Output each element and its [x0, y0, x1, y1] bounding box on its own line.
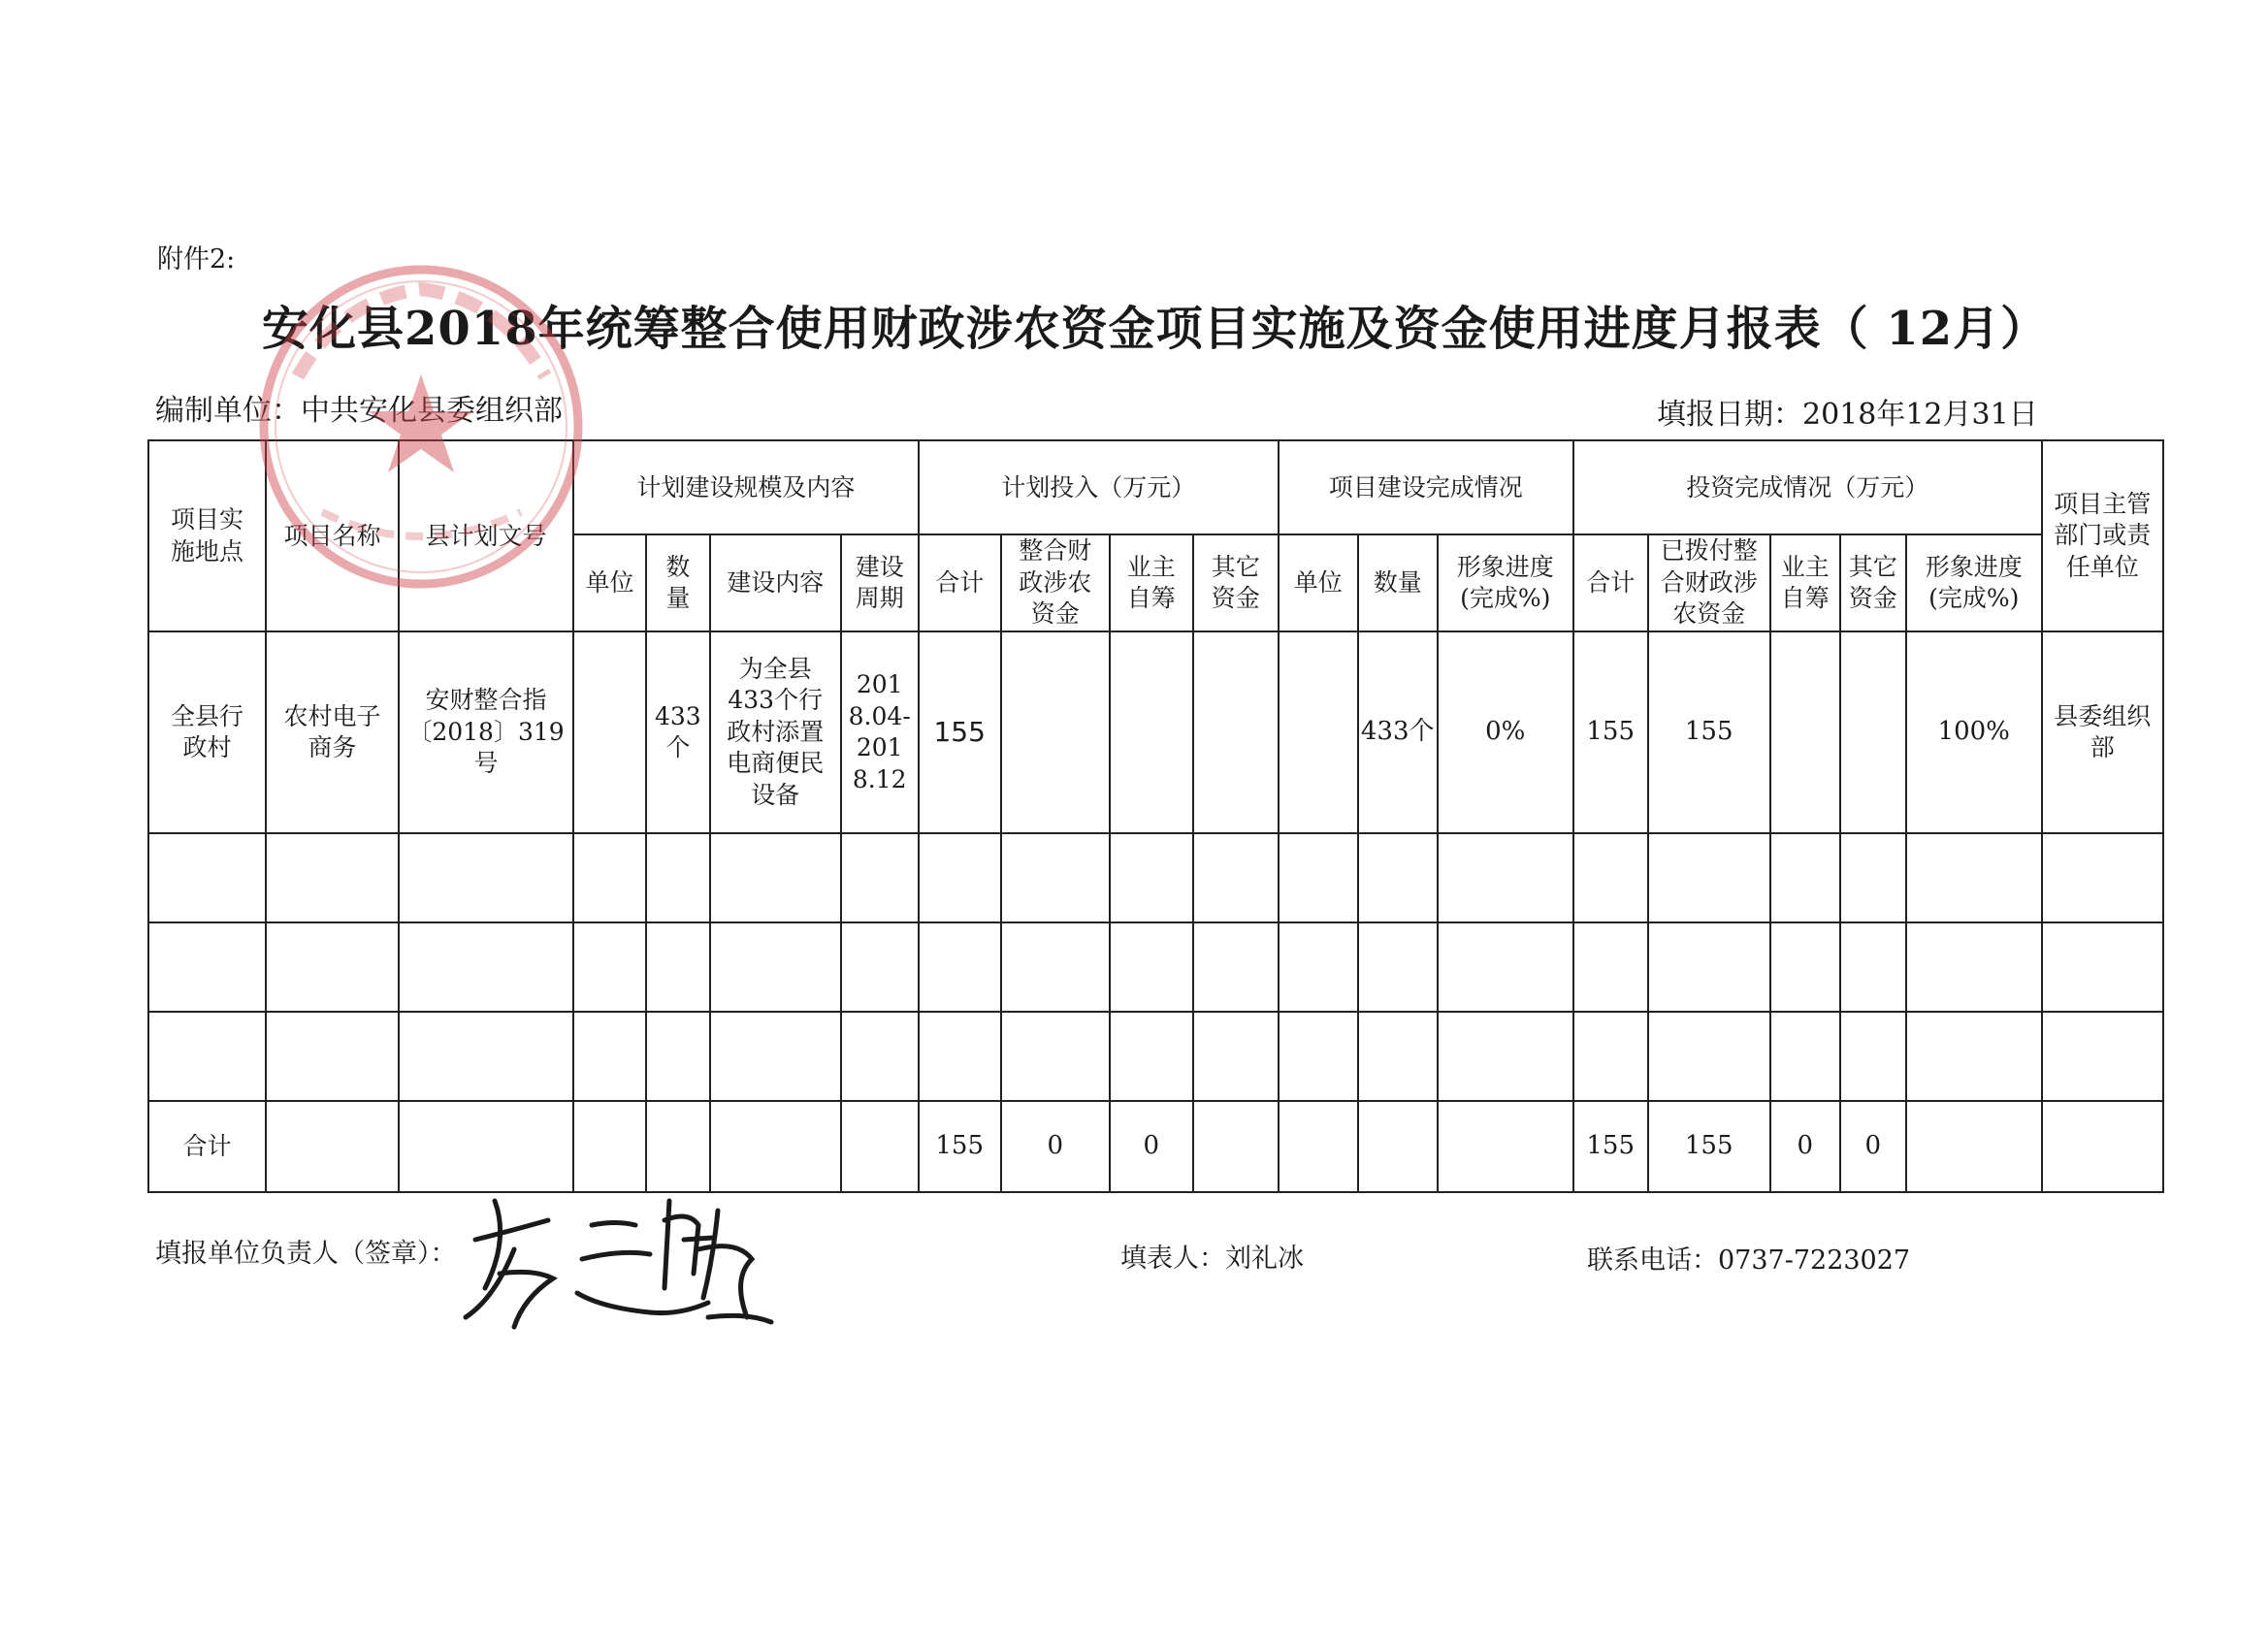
cell-inv-self [1770, 631, 1840, 833]
fill-date: 填报日期：2018年12月31日 [1657, 398, 2038, 432]
cell-dept: 县委组织部 [2042, 631, 2163, 833]
cell-unit [573, 631, 646, 833]
group-plan-invest: 计划投入（万元） [919, 440, 1279, 534]
report-title: 安化县2018年统筹整合使用财政涉农资金项目实施及资金使用进度月报表（ 12月） [262, 302, 2049, 356]
cell-doc: 安财整合指〔2018〕319号 [399, 631, 573, 833]
group-build-done: 项目建设完成情况 [1279, 440, 1573, 534]
sub-period: 建设周期 [841, 534, 919, 631]
col-dept-header: 项目主管部门或责任单位 [2042, 440, 2163, 631]
report-table [147, 439, 2164, 1193]
empty-row [148, 833, 2163, 922]
sum-label: 合计 [148, 1101, 266, 1192]
handwritten-signature [456, 1181, 776, 1337]
cell-done-unit [1279, 631, 1358, 833]
empty-row [148, 1012, 2163, 1101]
table-row [148, 631, 2163, 833]
sub-total: 合计 [919, 534, 1001, 631]
sub-progress: 形象进度(完成%) [1438, 534, 1573, 631]
cell-done-qty: 433个 [1358, 631, 1438, 833]
sum-inv-total: 155 [1573, 1101, 1648, 1192]
sub-integrated: 整合财政涉农资金 [1001, 534, 1110, 631]
sub-qty: 数量 [646, 534, 710, 631]
cell-inv-progress: 100% [1906, 631, 2042, 833]
col-location-header: 项目实施地点 [148, 440, 266, 631]
sum-integrated: 0 [1001, 1101, 1110, 1192]
sub-other: 其它资金 [1193, 534, 1279, 631]
contact-phone: 联系电话：0737-7223027 [1587, 1245, 1911, 1276]
sub-inv-self: 业主自筹 [1770, 534, 1840, 631]
sum-inv-other: 0 [1840, 1101, 1906, 1192]
col-doc-header: 县计划文号 [399, 440, 573, 631]
cell-content: 为全县433个行政村添置电商便民设备 [710, 631, 841, 833]
cell-inv-other [1840, 631, 1906, 833]
sub-inv-progress: 形象进度(完成%) [1906, 534, 2042, 631]
attachment-label: 附件2: [157, 244, 236, 275]
sub-done-qty: 数量 [1358, 534, 1438, 631]
sub-done-unit: 单位 [1279, 534, 1358, 631]
sub-inv-other: 其它资金 [1840, 534, 1906, 631]
filler-name: 填表人：刘礼冰 [1120, 1244, 1304, 1274]
cell-qty: 433个 [646, 631, 710, 833]
sum-row [148, 1101, 2163, 1192]
sub-content: 建设内容 [710, 534, 841, 631]
cell-paid: 155 [1648, 631, 1770, 833]
sub-self: 业主自筹 [1110, 534, 1193, 631]
col-name-header: 项目名称 [266, 440, 399, 631]
empty-row [148, 922, 2163, 1012]
cell-integrated [1001, 631, 1110, 833]
sum-paid: 155 [1648, 1101, 1770, 1192]
sum-inv-self: 0 [1770, 1101, 1840, 1192]
cell-period: 2018.04-2018.12 [841, 631, 919, 833]
sub-paid: 已拨付整合财政涉农资金 [1648, 534, 1770, 631]
cell-name: 农村电子商务 [266, 631, 399, 833]
sum-total: 155 [919, 1101, 1001, 1192]
sum-self: 0 [1110, 1101, 1193, 1192]
responsible-signature-label: 填报单位负责人（签章）： [155, 1239, 457, 1269]
cell-inv-total: 155 [1573, 631, 1648, 833]
cell-other [1193, 631, 1279, 833]
cell-location: 全县行政村 [148, 631, 266, 833]
group-plan-scale: 计划建设规模及内容 [573, 440, 919, 534]
cell-progress: 0% [1438, 631, 1573, 833]
compiling-unit: 编制单位：中共安化县委组织部 [155, 394, 563, 428]
sub-unit: 单位 [573, 534, 646, 631]
group-invest-done: 投资完成情况（万元） [1573, 440, 2042, 534]
cell-self [1110, 631, 1193, 833]
cell-total: 155 [919, 631, 1001, 833]
sub-inv-total: 合计 [1573, 534, 1648, 631]
